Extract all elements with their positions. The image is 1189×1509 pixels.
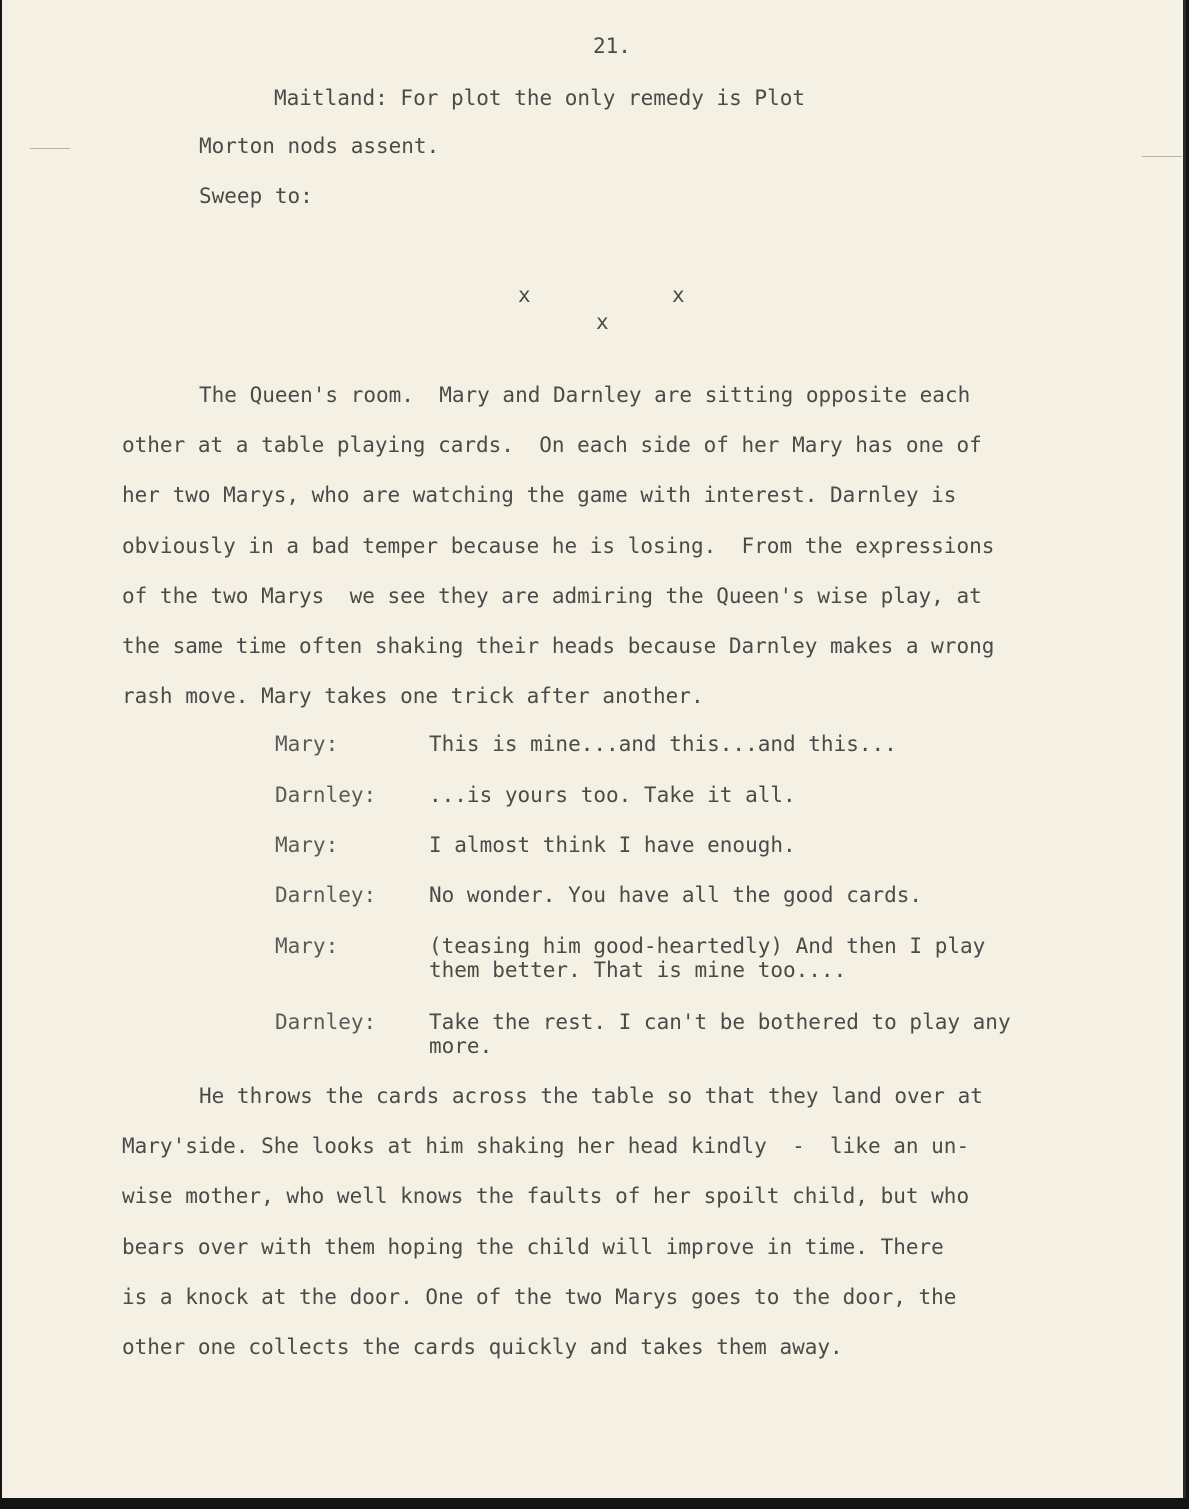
paragraph-line: is a knock at the door. One of the two Marys goes to the door, the [122,1284,957,1309]
paragraph-line: obviously in a bad temper because he is losing. From the expressions [122,533,995,558]
typewritten-page [2,0,1186,1498]
page-number: 21. [593,34,631,58]
speech-text [429,783,1169,807]
speech-text [429,883,1169,907]
speech-line: ...is yours too. Take it all. [429,783,796,807]
paragraph-line: her two Marys, who are watching the game with interest. Darnley is [122,483,957,508]
paragraph-line: the same time often shaking their heads because Darnley makes a wrong [122,633,995,658]
paragraph-line: Mary'side. She looks at him shaking her head kindly - like an un- [122,1134,970,1159]
speech-text [429,934,1169,982]
scene-paragraph [122,370,1182,721]
transition-direction: Sweep to: [199,184,313,208]
speaker-name: Darnley: [275,883,377,907]
margin-mark-right [1142,156,1182,157]
speech-line: Take the rest. I can't be bothered to play any [429,1010,1011,1034]
paragraph-line: He throws the cards across the table so that they land over at [199,1084,983,1108]
speaker-name: Mary: [275,833,339,857]
speaker-name: Darnley: [275,783,377,807]
speech-line: more. [429,1034,493,1058]
separator-mark: x [518,283,531,307]
paragraph-line: wise mother, who well knows the faults of her spoilt child, but who [122,1184,970,1209]
speech-line: I almost think I have enough. [429,833,796,857]
speech-line: No wonder. You have all the good cards. [429,883,923,907]
paragraph-line: rash move. Mary takes one trick after another. [122,684,704,709]
dialogue-line: Maitland: For plot the only remedy is Plot [274,86,806,110]
stage-direction: Morton nods assent. [199,134,440,158]
separator-mark: x [596,310,609,334]
paragraph-line: other at a table playing cards. On each side of her Mary has one of [122,433,982,458]
speaker-name: Mary: [275,934,339,958]
paragraph-line: bears over with them hoping the child will improve in time. There [122,1234,944,1259]
paragraph-line: other one collects the cards quickly and takes them away. [122,1334,843,1359]
speech-text [429,732,1169,756]
speech-line: (teasing him good-heartedly) And then I play [429,934,986,958]
paragraph-line: The Queen's room. Mary and Darnley are sitting opposite each [199,383,971,407]
paragraph-line: of the two Marys we see they are admiring the Queen's wise play, at [122,583,982,608]
speaker-name: Darnley: [275,1010,377,1034]
margin-mark-left [30,148,70,149]
speech-line: them better. That is mine too.... [429,958,847,982]
speech-line: This is mine...and this...and this... [429,732,897,756]
speech-text [429,1010,1169,1058]
speaker-name: Mary: [275,732,339,756]
closing-paragraph [122,1071,1182,1372]
separator-mark: x [672,283,685,307]
speech-text [429,833,1169,857]
